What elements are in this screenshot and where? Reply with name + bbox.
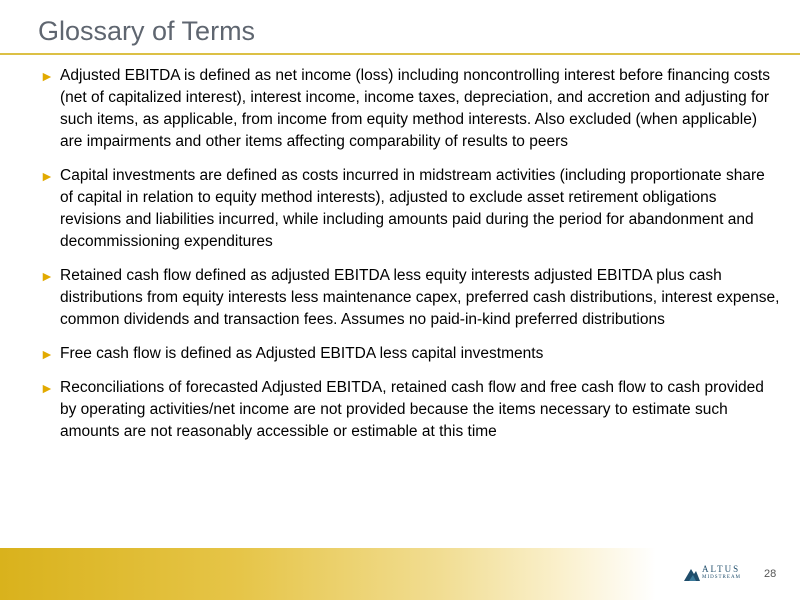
logo-wordmark: ALTUS	[702, 564, 741, 574]
logo-subtitle: MIDSTREAM	[702, 575, 742, 580]
bullet-arrow-icon: ►	[40, 68, 54, 84]
glossary-item-adjusted-ebitda	[40, 65, 780, 153]
slide-title: Glossary of Terms	[38, 16, 256, 46]
glossary-item-free-cash-flow	[40, 343, 780, 365]
page-number: 28	[764, 568, 777, 580]
title-divider	[0, 53, 800, 55]
glossary-item-reconciliations	[40, 377, 780, 443]
bullet-arrow-icon: ►	[40, 380, 54, 396]
footer-gradient-band	[0, 548, 800, 600]
bullet-arrow-icon: ►	[40, 346, 54, 362]
glossary-item-text: Capital investments are defined as costs incurred in midstream activities (including proportionate share of capital in relation to equity method interests), adjusted to exclude asset retirement obligations revisions and liabilities incurred, while including amounts paid during the period for abandonment and decommissioning expenditures	[60, 167, 765, 250]
company-logo	[684, 565, 744, 583]
glossary-item-text: Reconciliations of forecasted Adjusted EBITDA, retained cash flow and free cash flow to cash provided by operating activities/net income are not provided because the items necessary to estimate such amounts are not reasonably accessible or estimable at this time	[60, 379, 764, 440]
glossary-item-text: Free cash flow is defined as Adjusted EBITDA less capital investments	[60, 345, 544, 362]
glossary-item-text: Adjusted EBITDA is defined as net income (loss) including noncontrolling interest before financing costs (net of capitalized interest), interest income, income taxes, depreciation, and accretion and adjusting for such items, as applicable, from income from equity method interests. Also excluded (when applicable) are impairments and other items affecting comparability of results to peers	[60, 67, 770, 150]
glossary-item-retained-cash-flow	[40, 265, 780, 331]
bullet-arrow-icon: ►	[40, 268, 54, 284]
glossary-item-capital-investments	[40, 165, 780, 253]
bullet-arrow-icon: ►	[40, 168, 54, 184]
glossary-list	[40, 65, 780, 455]
glossary-item-text: Retained cash flow defined as adjusted EBITDA less equity interests adjusted EBITDA plus cash distributions from equity interests less maintenance capex, preferred cash distributions, interest expense, common dividends and transaction fees. Assumes no paid-in-kind preferred distributions	[60, 267, 780, 328]
mountain-icon	[684, 567, 700, 581]
